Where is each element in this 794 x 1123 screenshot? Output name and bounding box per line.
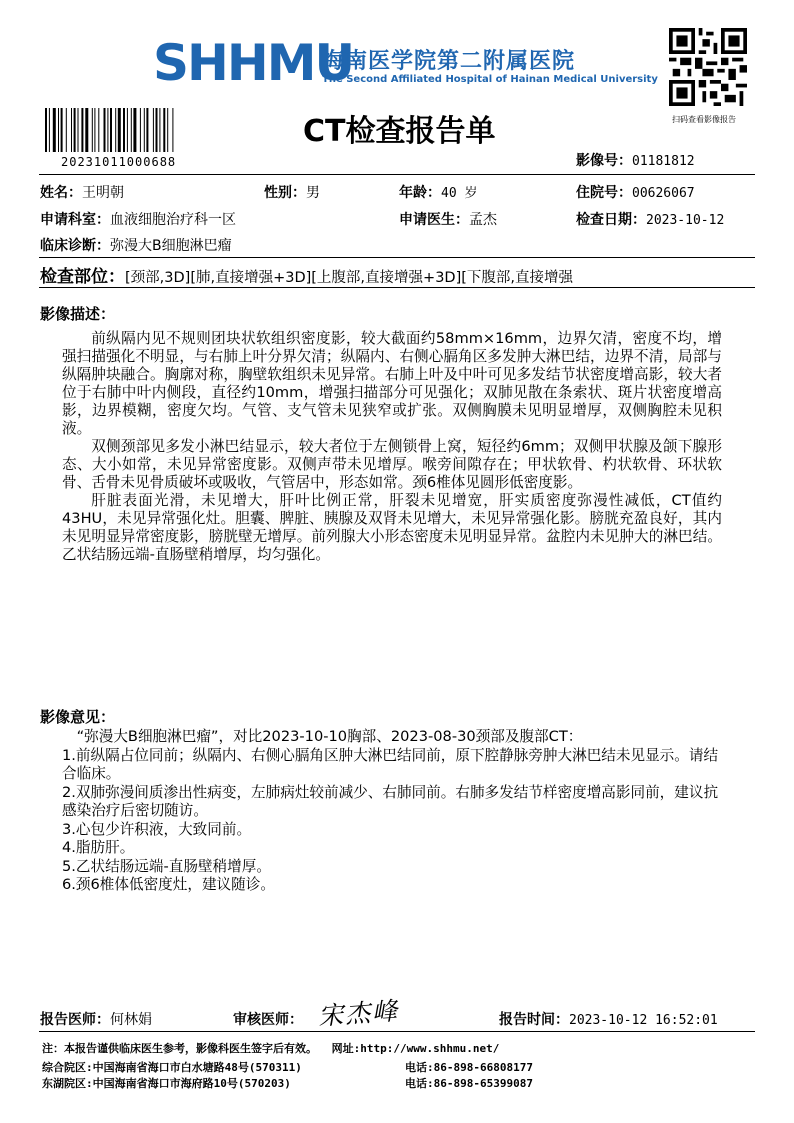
- impression-line: 2.双肺弥漫间质渗出性病变，左肺病灶较前减少、右肺同前。右肺多发结节样密度增高影同前，建议抗感染治疗后密切随访。: [62, 783, 719, 819]
- qr-caption: 扫码查看影像报告: [672, 115, 736, 124]
- footer-divider: [39, 1031, 755, 1032]
- findings-paragraph: 前纵隔内见不规则团块状软组织密度影，较大截面约58mm×16mm，边界欠清，密度不均，增强扫描强化不明显，与右肺上叶分界欠清；纵隔内、右侧心膈角区多发肿大淋巴结，边界不清，局部与纵隔肿块融合。胸廓对称，胸壁软组织未见异常。右肺上叶及中叶可见多发结节状密度增高影，较大者位于右肺中叶内侧段，直径约10mm，增强扫描部分可见强化；双肺见散在条索状、斑片状密度增高影，边界模糊，密度欠均。气管、支气管未见狭窄或扩张。双侧胸膜未见明显增厚，双侧胸腔未见积液。: [62, 330, 722, 437]
- patient-name-value: 王明朝: [82, 185, 124, 201]
- impression-line: 4.脂肪肝。: [62, 839, 135, 856]
- patient-sex-value: 男: [306, 185, 320, 201]
- campus2-phone: 电话:86-898-65399087: [405, 1077, 533, 1090]
- findings-text: [62, 330, 722, 564]
- exam-site-field: 检查部位：[颈部,3D][肺,直接增强+3D][上腹部,直接增强+3D][下腹部,直接增强: [40, 267, 574, 287]
- campus1-info: 综合院区:中国海南省海口市白水塘路48号(570311): [42, 1061, 302, 1074]
- image-no-field: 影像号：01181812: [576, 153, 695, 169]
- campus1-phone: 电话:86-898-66808177: [405, 1061, 533, 1074]
- report-time-value: 2023-10-12 16:52:01: [569, 1013, 718, 1028]
- exam-date-value: 2023-10-12: [646, 213, 725, 228]
- image-no-value: 01181812: [632, 154, 695, 169]
- barcode-icon: [43, 108, 213, 152]
- department-value: 血液细胞治疗科一区: [110, 212, 236, 228]
- findings-heading: 影像描述：: [40, 305, 116, 323]
- info-divider: [39, 257, 755, 258]
- impression-line: 5.乙状结肠远端-直肠壁稍增厚。: [62, 857, 271, 875]
- findings-paragraph: 肝脏表面光滑，未见增大，肝叶比例正常，肝裂未见增宽，肝实质密度弥漫性减低，CT值约43HU，未见异常强化灶。胆囊、脾脏、胰腺及双肾未见增大，未见异常强化影。膀胱充盈良好，其内未见明显异常密度影，膀胱壁无增厚。前列腺大小形态密度未见明显异常。盆腔内未见肿大的淋巴结。乙状结肠远端-直肠壁稍增厚，均匀强化。: [62, 492, 722, 563]
- patient-sex-field: 性别：男: [264, 185, 320, 201]
- hospital-name-cn: 海南医学院第二附属医院: [322, 49, 576, 74]
- diagnosis-value: 弥漫大B细胞淋巴瘤: [110, 238, 232, 254]
- impression-text: [62, 728, 722, 895]
- report-title: CT检查报告单: [303, 114, 496, 149]
- impression-line: 1.前纵隔占位同前；纵隔内、右侧心膈角区肿大淋巴结同前，原下腔静脉旁肿大淋巴结未见显示。请结合临床。: [62, 746, 719, 782]
- request-doctor-field: 申请医生：孟杰: [399, 212, 497, 228]
- review-signature: 宋杰峰: [317, 996, 401, 1031]
- impression-line: 6.颈6椎体低密度灶，建议随诊。: [62, 876, 275, 893]
- diagnosis-field: 临床诊断：弥漫大B细胞淋巴瘤: [40, 238, 232, 254]
- footer-url[interactable]: http://www.shhmu.net/: [360, 1042, 500, 1055]
- hospital-name-en: The Second Affiliated Hospital of Hainan Medical University: [322, 74, 658, 85]
- patient-age-field: 年龄：40 岁: [399, 185, 478, 201]
- impression-heading: 影像意见：: [40, 708, 116, 726]
- request-doctor-value: 孟杰: [469, 212, 497, 228]
- site-divider: [39, 287, 755, 288]
- patient-age-value: 40 岁: [441, 186, 478, 201]
- review-doctor-field: 审核医师：: [233, 1012, 303, 1028]
- campus2-info: 东湖院区:中国海南省海口市海府路10号(570203): [42, 1077, 291, 1090]
- header-divider: [39, 174, 755, 175]
- report-time-field: 报告时间：2023-10-12 16:52:01: [499, 1012, 718, 1028]
- findings-paragraph: 双侧颈部见多发小淋巴结显示，较大者位于左侧锁骨上窝，短径约6mm；双侧甲状腺及颌下腺形态、大小如常，未见异常密度影。双侧声带未见增厚。喉旁间隙存在；甲状软骨、杓状软骨、环状软骨、舌骨未见骨质破坏或吸收，气管居中，形态如常。颈6椎体见圆形低密度影。: [62, 438, 722, 491]
- impression-line: 3.心包少许积液，大致同前。: [62, 820, 252, 838]
- department-field: 申请科室：血液细胞治疗科一区: [40, 212, 236, 228]
- report-doctor-field: 报告医师：何林娟: [40, 1012, 152, 1028]
- footer-note: 注：本报告谨供临床医生参考，影像科医生签字后有效。 网址:http://www.shhmu.net/: [42, 1042, 500, 1055]
- patient-name-field: 姓名：王明朝: [40, 185, 124, 201]
- qr-code-icon[interactable]: [669, 28, 747, 106]
- inpatient-no-field: 住院号：00626067: [576, 185, 695, 201]
- inpatient-no-value: 00626067: [632, 186, 695, 201]
- exam-date-field: 检查日期：2023-10-12: [576, 212, 725, 228]
- report-doctor-value: 何林娟: [110, 1012, 152, 1028]
- impression-line: “弥漫大B细胞淋巴瘤”，对比2023-10-10胸部、2023-08-30颈部及腹部CT：: [76, 728, 583, 745]
- hospital-logo: SHHMU: [153, 34, 354, 92]
- barcode-number: 20231011000688: [61, 155, 177, 169]
- exam-site-value: [颈部,3D][肺,直接增强+3D][上腹部,直接增强+3D][下腹部,直接增强: [125, 270, 574, 286]
